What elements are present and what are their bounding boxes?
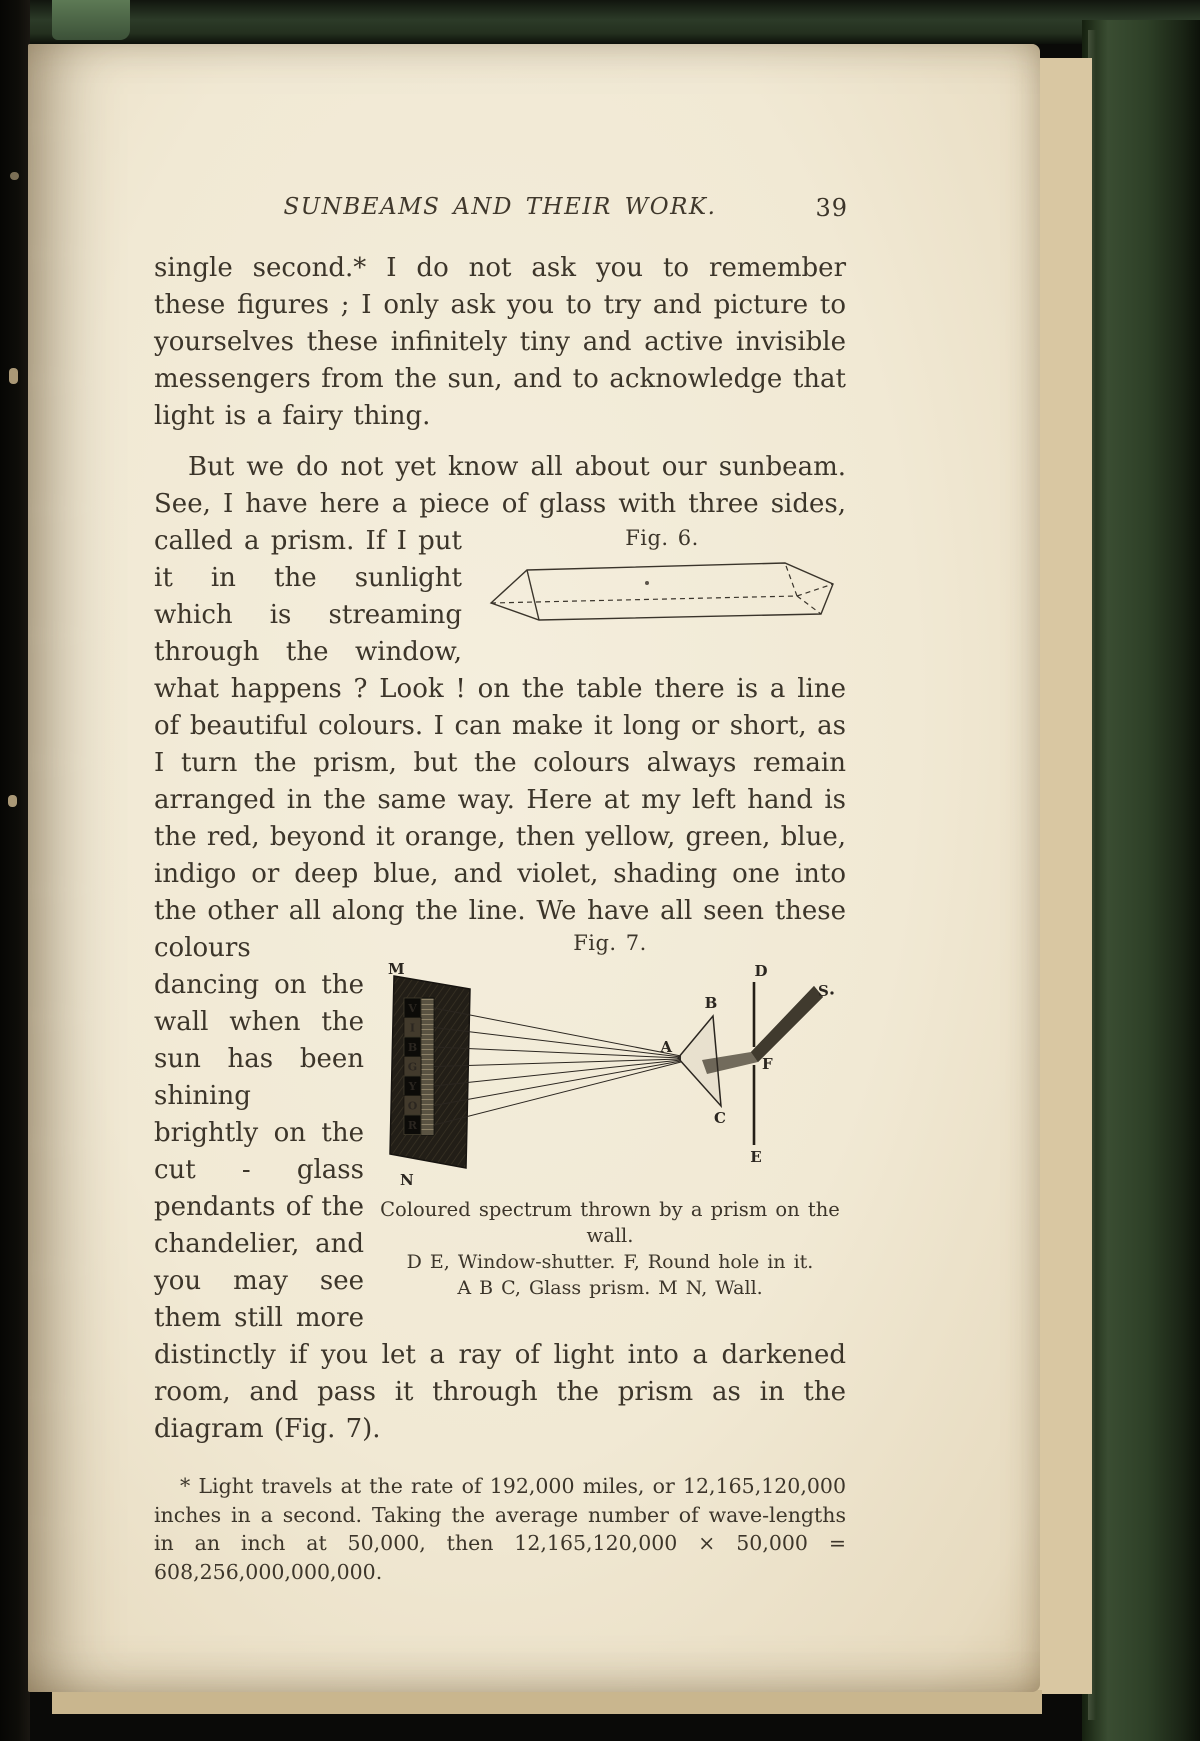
binding-stitch bbox=[8, 795, 17, 807]
paragraph-2 bbox=[154, 449, 846, 1448]
spectrum-letters bbox=[404, 998, 421, 1135]
paragraph-1-text: single second.* I do not ask you to remember these figures ; I only ask you to try and picture to yourselves these infinitely tiny and active invisible messengers from the sun, and to acknowledge that light is a fairy thing. bbox=[154, 253, 846, 431]
figure-7-label: Fig. 7. bbox=[573, 931, 647, 955]
book-page bbox=[28, 44, 1040, 1692]
paragraph-2-text-a: But we do not yet know all about our sunbeam. See, I have here a piece of glass with three sides, called a bbox=[154, 452, 846, 556]
paragraph-2-text-b: prism. If I put it in the sunlight which is streaming through the window, what happens ? Look ! on the table there is a line of beautiful colours. I can make it long or short, as I turn the prism, but the colours always remain arranged in the same way. Here at my left hand is the red, beyond it orange, then yellow, green, blue, indigo or deep blue, and violet, shading one into the other all along the line. We have all bbox=[154, 526, 846, 926]
sunbeam-outer bbox=[751, 986, 823, 1062]
figure-6-label: Fig. 6. bbox=[625, 526, 699, 550]
spectrum-band bbox=[421, 998, 434, 1135]
binding-stitch bbox=[10, 172, 19, 180]
fig7-spectrum-diagram bbox=[380, 962, 840, 1197]
label-D: D bbox=[754, 962, 768, 980]
figure-7-legend-line-2: A B C, Glass prism. M N, Wall. bbox=[457, 1277, 763, 1299]
label-S: S bbox=[818, 982, 829, 1000]
prism-shape bbox=[678, 1016, 721, 1106]
figure-7-legend-line-1: D E, Window-shutter. F, Round hole in it. bbox=[406, 1251, 814, 1273]
prism-left-edge bbox=[527, 570, 539, 620]
book-cover-corner bbox=[52, 0, 130, 40]
print-speck bbox=[645, 581, 649, 585]
figure-7-caption-line-2: wall. bbox=[586, 1224, 634, 1247]
book-cover-right bbox=[1082, 20, 1200, 1741]
book-cover-top bbox=[0, 0, 1200, 44]
spectrum-letter: Y bbox=[408, 1080, 417, 1093]
footnote-text: * Light travels at the rate of 192,000 miles, or 12,165,120,000 inches in a second. Taking the average number of wave-lengths in an inch at 50,000, then 12,165,120,000 × 50,000 = 608,256,000,000,000. bbox=[154, 1474, 846, 1584]
print-speck bbox=[830, 991, 833, 994]
spectrum-letter: O bbox=[407, 1099, 418, 1113]
page-edges-right bbox=[1036, 58, 1092, 1694]
label-E: E bbox=[750, 1148, 762, 1166]
running-header bbox=[154, 194, 846, 238]
spectrum-letter: B bbox=[407, 1041, 418, 1054]
paragraph-2-text-d: you let a ray of light into a darkened room, and pass it through the prism as in the diagram (Fig. 7). bbox=[154, 1340, 847, 1444]
page-number: 39 bbox=[815, 194, 848, 222]
paragraph-1 bbox=[154, 250, 846, 435]
page-title: SUNBEAMS AND THEIR WORK. bbox=[283, 194, 717, 220]
prism-hidden-long-edge bbox=[491, 596, 797, 603]
label-C: C bbox=[714, 1109, 726, 1127]
text-column bbox=[154, 194, 846, 1586]
prism-hidden-edge-3 bbox=[797, 596, 821, 614]
footnote bbox=[154, 1472, 846, 1586]
page-edges-bottom bbox=[52, 1690, 1042, 1714]
figure-7-caption-line-1: Coloured spectrum thrown by a prism on the bbox=[380, 1198, 840, 1221]
paragraph-2-text-c: seen these colours dancing on the wall when the sun has been shining brightly on the cut - glass pendants of the chandelier, and you may see them still more distinctly if bbox=[154, 896, 847, 1370]
figure-7 bbox=[374, 930, 846, 1301]
label-B: B bbox=[704, 994, 718, 1012]
spectrum-letter: G bbox=[407, 1060, 418, 1074]
label-N: N bbox=[400, 1171, 414, 1189]
prism-hidden-edge-2 bbox=[797, 584, 833, 596]
figure-6 bbox=[478, 525, 846, 635]
spectrum-letter: I bbox=[409, 1021, 416, 1035]
spectrum-letter: R bbox=[407, 1119, 418, 1132]
label-F: F bbox=[762, 1055, 773, 1073]
fig6-prism-drawing bbox=[487, 557, 837, 635]
label-A: A bbox=[660, 1038, 672, 1056]
binding-stitch bbox=[9, 368, 18, 384]
book-spine bbox=[0, 0, 30, 1741]
light-rays bbox=[434, 1008, 681, 1125]
prism-outline bbox=[491, 563, 833, 620]
label-M: M bbox=[388, 962, 405, 978]
spectrum-letter: V bbox=[408, 1002, 417, 1015]
